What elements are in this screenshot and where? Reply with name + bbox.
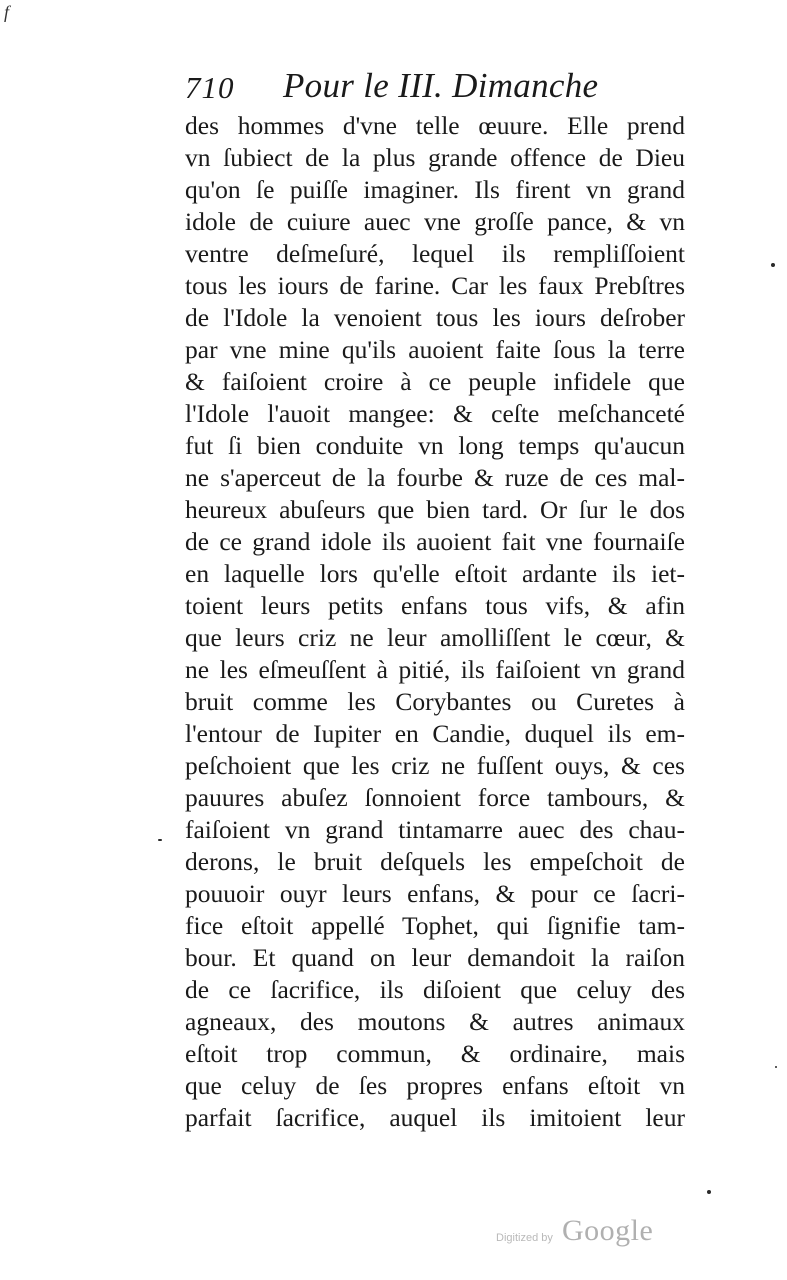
text-line: fice eſtoit appellé Tophet, qui ſignifie tam-	[185, 911, 685, 940]
text-line: pauures abuſez ſonnoient force tambours, &	[185, 783, 685, 812]
margin-mark: f	[4, 2, 10, 22]
text-line: agneaux, des moutons & autres animaux	[185, 1007, 685, 1036]
text-line: de l'Idole la venoient tous les iours deſrober	[185, 303, 685, 332]
text-line: par vne mine qu'ils auoient faite ſous la terre	[185, 335, 685, 364]
text-line: parfait ſacrifice, auquel ils imitoient leur	[185, 1103, 685, 1132]
text-line: ne s'aperceut de la fourbe & ruze de ces mal-	[185, 463, 685, 492]
ink-speck	[775, 1066, 777, 1068]
digitized-by-google-watermark	[496, 1214, 666, 1254]
text-line: pouuoir ouyr leurs enfans, & pour ce ſacri-	[185, 879, 685, 908]
text-line: l'entour de Iupiter en Candie, duquel ils em-	[185, 719, 685, 748]
ink-speck	[158, 839, 162, 841]
text-line: vn ſubiect de la plus grande offence de Dieu	[185, 143, 685, 172]
text-line: l'Idole l'auoit mangee: & ceſte meſchanceté	[185, 399, 685, 428]
watermark-prefix: Digitized by	[496, 1232, 553, 1244]
text-line: heureux abuſeurs que bien tard. Or ſur le dos	[185, 495, 685, 524]
body-text	[185, 110, 685, 1134]
text-line: faiſoient vn grand tintamarre auec des chau-	[185, 815, 685, 844]
text-line: fut ſi bien conduite vn long temps qu'aucun	[185, 431, 685, 460]
text-line: ventre deſmeſuré, lequel ils rempliſſoient	[185, 239, 685, 268]
text-line: & faiſoient croire à ce peuple infidele que	[185, 367, 685, 396]
text-line: en laquelle lors qu'elle eſtoit ardante ils iet-	[185, 559, 685, 588]
text-line: toient leurs petits enfans tous vifs, & afin	[185, 591, 685, 620]
text-line: que celuy de ſes propres enfans eſtoit vn	[185, 1071, 685, 1100]
text-line: qu'on ſe puiſſe imaginer. Ils firent vn grand	[185, 175, 685, 204]
running-head: Pour le III. Dimanche	[283, 66, 599, 105]
text-line: idole de cuiure auec vne groſſe pance, & vn	[185, 207, 685, 236]
text-line: bour. Et quand on leur demandoit la raiſon	[185, 943, 685, 972]
text-line: que leurs criz ne leur amolliſſent le cœur, &	[185, 623, 685, 652]
ink-speck	[771, 263, 775, 267]
text-line: eſtoit trop commun, & ordinaire, mais	[185, 1039, 685, 1068]
text-line: des hommes d'vne telle œuure. Elle prend	[185, 111, 685, 140]
page-header	[185, 66, 685, 112]
ink-speck	[707, 1190, 711, 1194]
page-number: 710	[185, 70, 235, 105]
text-line: de ce ſacrifice, ils diſoient que celuy des	[185, 975, 685, 1004]
text-line: derons, le bruit deſquels les empeſchoit de	[185, 847, 685, 876]
google-logo: Google	[562, 1214, 654, 1247]
text-line: ne les eſmeuſſent à pitié, ils faiſoient vn grand	[185, 655, 685, 684]
text-line: de ce grand idole ils auoient fait vne fournaiſe	[185, 527, 685, 556]
text-line: bruit comme les Corybantes ou Curetes à	[185, 687, 685, 716]
text-line: tous les iours de farine. Car les faux Prebſtres	[185, 271, 685, 300]
text-line: peſchoient que les criz ne fuſſent ouys, & ces	[185, 751, 685, 780]
